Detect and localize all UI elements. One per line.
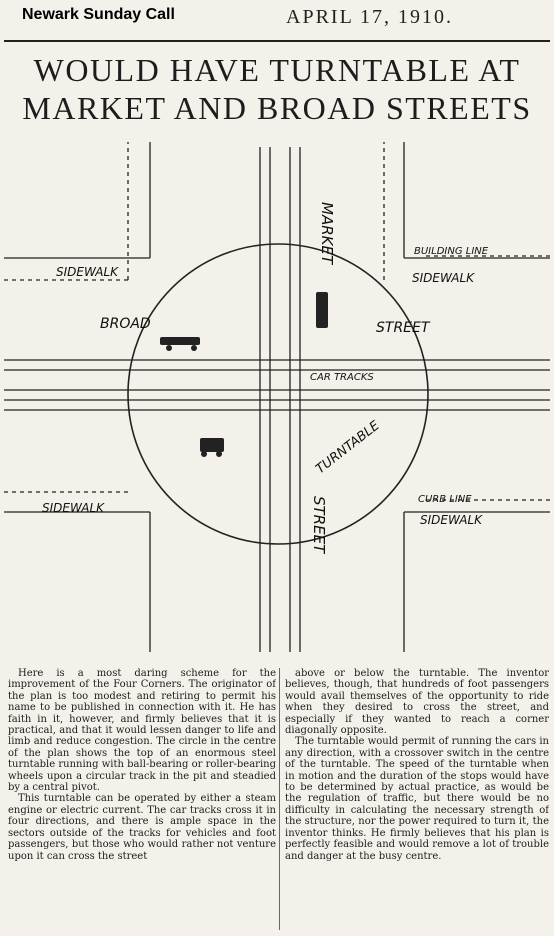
label-sidewalk-bottom-left: SIDEWALK <box>42 501 105 515</box>
label-turntable: TURNTABLE <box>313 418 383 478</box>
label-building-line: BUILDING LINE <box>414 246 489 257</box>
turntable-circle <box>128 244 428 544</box>
masthead <box>0 0 554 40</box>
vehicle-sketch-3 <box>316 292 328 328</box>
vehicle-sketch-1 <box>160 337 200 351</box>
turntable-diagram <box>4 132 550 652</box>
article-paragraph: The turntable would permit of running the cars in any direction, with a crossover switch in the centre of the turntable. The speed of the turntable when in motion and the duration of the stops would have to be determined by actual practice, as would be the regulation of traffic, but there would be no difficulty in calculating the necessary strength of the structure, nor the power required to turn it, the inventor thinks. He firmly believes that his plan is perfectly feasible and would remove a lot of trouble and danger at the busy centre. <box>285 736 549 862</box>
newspaper-name: Newark Sunday Call <box>22 6 175 23</box>
label-car-tracks: CAR TRACKS <box>310 372 374 383</box>
label-broad: BROAD <box>100 316 151 332</box>
label-sidewalk-top-left: SIDEWALK <box>56 265 119 279</box>
column-rule <box>279 668 280 930</box>
label-market: MARKET <box>318 202 336 265</box>
label-sidewalk-bottom-right: SIDEWALK <box>420 513 483 527</box>
publication-date: APRIL 17, 1910. <box>286 6 454 28</box>
headline-line-1: WOULD HAVE TURNTABLE AT <box>33 52 521 88</box>
article-column-1 <box>8 668 276 930</box>
label-street-bottom: STREET <box>310 496 328 554</box>
headline-line-2: MARKET AND BROAD STREETS <box>22 90 532 126</box>
label-street-right: STREET <box>376 320 430 336</box>
headline-block <box>4 40 550 132</box>
article-column-2 <box>285 668 549 930</box>
article-paragraph: This turntable can be operated by either a steam engine or electric current. The car tracks cross it in four directions, and there is ample space in the sectors outside of the tracks for vehicles and foot passengers, but those who would rather not venture upon it can cross the street <box>8 793 276 862</box>
article-paragraph: above or below the turntable. The inventor believes, though, that hundreds of foot passengers would avail themselves of the opportunity to ride when they desired to cross the street, and especially if they wanted to reach a corner diagonally opposite. <box>285 668 549 737</box>
article-paragraph: Here is a most daring scheme for the improvement of the Four Corners. The originator of the plan is too modest and retiring to permit his name to be published in connection with it. He has faith in it, however, and firmly believes that it is practical, and that it would lessen danger to life and limb and reduce congestion. The circle in the centre of the plan shows the top of an enormous steel turntable running with ball-bearing or roller-bearing wheels upon a circular track in the pit and steadied by a central pivot. <box>8 668 276 794</box>
vehicle-sketch-2 <box>200 438 224 457</box>
label-curb-line: CURB LINE <box>418 494 472 505</box>
label-sidewalk-top-right: SIDEWALK <box>412 271 475 285</box>
